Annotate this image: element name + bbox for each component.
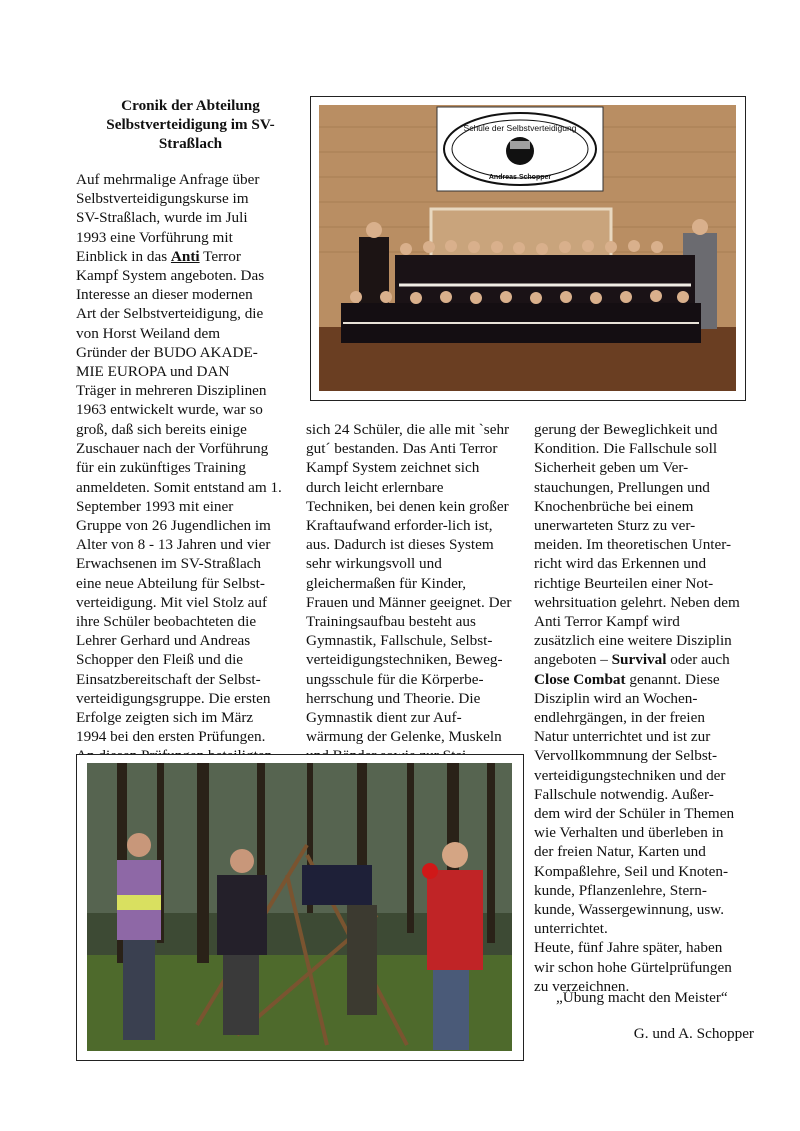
text-line: endlehrgängen, in der freien <box>534 709 705 727</box>
text-line: Fallschule notwendig. Außer- <box>534 785 714 803</box>
text-line: aus. Dadurch ist dieses System <box>306 536 494 554</box>
text-line: Kraftaufwand erforder-lich ist, <box>306 517 493 535</box>
text-line: wehrsituation gelehrt. Neben dem <box>534 593 740 611</box>
logo-bottom-text: Andreas Schopper <box>488 174 552 181</box>
text-line: Kompaßlehre, Seil und Knoten- <box>534 862 729 880</box>
text-line: 1994 bei den ersten Prüfungen. <box>76 728 266 746</box>
text-line: 1993 eine Vorführung mit <box>76 228 233 246</box>
text-line: Trainingsaufbau besteht aus <box>306 613 476 631</box>
text-line: Interesse an dieser modernen <box>76 286 253 304</box>
text-line: für ein zukünftiges Training <box>76 459 246 477</box>
text-line: kunde, Wassergewinnung, usw. <box>534 901 725 919</box>
text-line: Träger in mehreren Disziplinen <box>76 382 267 400</box>
text-line: herrschung und Theorie. Die <box>306 689 481 707</box>
text-line: gleichermaßen für Kinder, <box>306 574 467 592</box>
text-line: ihre Schüler beobachteten die <box>76 613 257 631</box>
closing-quote: „Übung macht den Meister“ <box>556 989 728 1006</box>
logo-arc-text: Schule der Selbstverteidigung <box>463 123 577 133</box>
text-line: eine neue Abteilung für Selbst- <box>76 574 265 592</box>
text-line: verteidigung. Mit viel Stolz auf <box>76 593 268 611</box>
school-logo <box>437 107 603 191</box>
text-line: Heute, fünf Jahre später, haben <box>534 939 723 957</box>
text-line: Gymnastik, Fallschule, Selbst- <box>306 632 493 650</box>
text-line: Anti Terror Kampf wird <box>534 613 680 631</box>
text-line: von Horst Weiland dem <box>76 324 221 342</box>
person-left-jacket <box>117 833 161 1040</box>
column-2 <box>306 420 528 766</box>
anti-emphasis: Anti <box>170 247 200 265</box>
text-line: anmeldeten. Somit entstand am 1. <box>76 478 282 496</box>
text-line: meiden. Im theoretischen Unter- <box>534 536 732 554</box>
text-line: stauchungen, Prellungen und <box>534 478 710 496</box>
text-line: Disziplin wird an Wochen- <box>534 689 698 707</box>
text-line: groß, daß sich bereits einige <box>76 421 247 438</box>
text-line: durch leicht erlernbare <box>306 478 444 496</box>
text-line: zusätzlich eine weitere Disziplin <box>534 632 732 650</box>
column-1-upper <box>76 170 290 420</box>
text-line: Gründer der BUDO AKADE- <box>76 343 258 361</box>
text-line: Alter von 8 - 13 Jahren und vier <box>76 536 271 554</box>
text-line: Gymnastik dient zur Auf- <box>306 709 462 727</box>
text-line: verteidigungstechniken, Beweg- <box>306 651 503 669</box>
column-3 <box>534 420 756 996</box>
text-line: dem wird der Schüler in Themen <box>534 805 735 823</box>
text-line: Art der Selbstverteidigung, die <box>76 305 264 323</box>
text-line: Techniken, bei denen kein großer <box>306 497 509 515</box>
text-line: sehr wirkungsvoll und <box>306 555 442 573</box>
text-line: 1963 entwickelt wurde, war so <box>76 401 263 419</box>
group-photo <box>310 96 746 401</box>
text-line: wärmung der Gelenke, Muskeln <box>306 728 502 746</box>
article-title <box>78 96 303 153</box>
text-line: angeboten – Survival oder auch <box>534 651 730 669</box>
close-combat-emphasis: Close Combat <box>534 670 626 688</box>
text-line: Knochenbrüche bei einem <box>534 497 694 515</box>
text-line: gerung der Beweglichkeit und <box>534 421 718 438</box>
text-line: Zuschauer nach der Vorführung <box>76 440 269 458</box>
title-line: Straßlach <box>158 135 223 152</box>
signature: G. und A. Schopper <box>633 1025 754 1042</box>
text-line: ungsschule für die Körperbe- <box>306 670 484 688</box>
title-line: Selbstverteidigung im SV- <box>106 116 275 133</box>
text-line: Erwachsenen im SV-Straßlach <box>76 555 262 573</box>
column-1-lower <box>76 420 298 766</box>
text-line: Frauen und Männer geeignet. Der <box>306 593 512 611</box>
text-line: der freien Natur, Karten und <box>534 843 706 861</box>
text-line: Erfolge zeigten sich im März <box>76 709 254 727</box>
text-line: unerwarteten Sturz zu ver- <box>534 517 696 535</box>
text-line: Einsatzbereitschaft der Selbst- <box>76 670 261 688</box>
text-line: Close Combat genannt. Diese <box>534 670 720 688</box>
text-line: Kampf System zeichnet sich <box>306 459 480 477</box>
text-line: Auf mehrmalige Anfrage über <box>76 171 260 188</box>
text-line: Einblick in das Anti Terror <box>76 247 241 265</box>
text-line: wie Verhalten und überleben in <box>534 824 724 842</box>
text-line: Vervollkommnung der Selbst- <box>534 747 718 765</box>
text-line: Natur unterrichtet und ist zur <box>534 728 711 746</box>
group-photo-image <box>311 97 744 399</box>
text-line: sich 24 Schüler, die alle mit `sehr <box>306 421 510 438</box>
text-line: Schopper den Fleiß und die <box>76 651 244 669</box>
text-line: Sicherheit geben um Ver- <box>534 459 689 477</box>
text-line: verteidigungsgruppe. Die ersten <box>76 689 271 707</box>
text-line: Kampf System angeboten. Das <box>76 267 265 285</box>
text-line: unterrichtet. <box>534 920 608 938</box>
forest-photo <box>76 754 524 1061</box>
text-line: SV-Straßlach, wurde im Juli <box>76 209 248 227</box>
text-line: richt wird das Erkennen und <box>534 555 707 573</box>
text-line: MIE EUROPA und DAN <box>76 363 230 381</box>
forest-photo-image <box>77 755 522 1059</box>
text-line: zu verzeichnen. <box>534 977 630 995</box>
survival-emphasis: Survival <box>611 651 667 669</box>
text-line: kunde, Pflanzenlehre, Stern- <box>534 881 707 899</box>
text-line: gut´ bestanden. Das Anti Terror <box>306 440 498 458</box>
text-line: wir schon hohe Gürtelprüfungen <box>534 958 732 976</box>
text-line: verteidigungstechniken und der <box>534 766 726 784</box>
text-line: richtige Beurteilen einer Not- <box>534 574 714 592</box>
text-line: Kondition. Die Fallschule soll <box>534 440 718 458</box>
text-line: Lehrer Gerhard und Andreas <box>76 632 251 650</box>
text-line: Selbstverteidigungskurse im <box>76 190 249 208</box>
text-line: Gruppe von 26 Jugendlichen im <box>76 517 271 535</box>
title-line: Cronik der Abteilung <box>121 97 260 114</box>
text-line: September 1993 mit einer <box>76 497 234 515</box>
